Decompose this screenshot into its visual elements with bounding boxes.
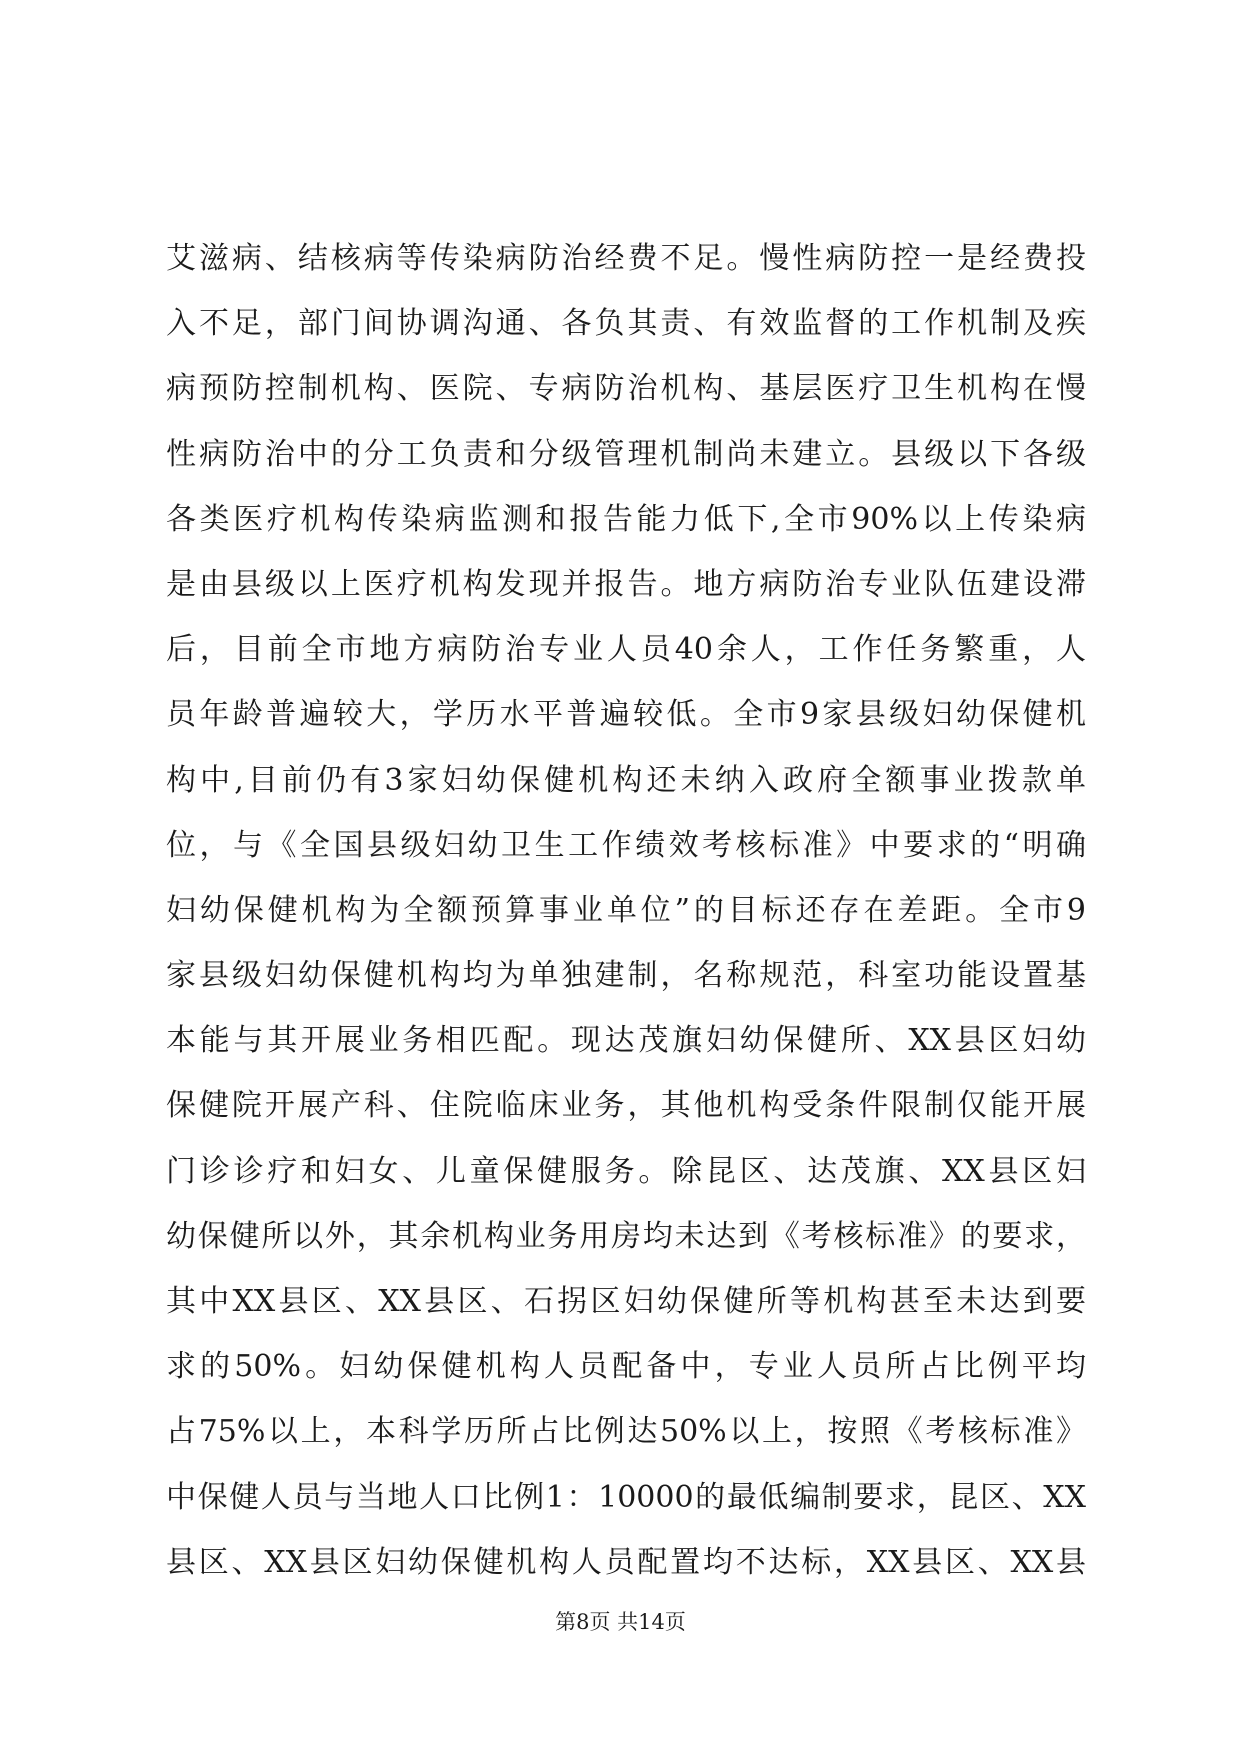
text-line: 是由县级以上医疗机构发现并报告。地方病防治专业队伍建设滞 xyxy=(166,566,1086,602)
text-line: 其中XX县区、XX县区、石拐区妇幼保健所等机构甚至未达到要 xyxy=(166,1284,1086,1319)
text-line: 妇幼保健机构为全额预算事业单位”的目标还存在差距。全市9 xyxy=(166,892,1086,928)
text-line: 占75%以上，本科学历所占比例达50%以上，按照《考核标准》 xyxy=(166,1414,1086,1450)
text-line: 保健院开展产科、住院临床业务，其他机构受条件限制仅能开展 xyxy=(166,1088,1086,1124)
page-number-footer: 第8页 共14页 xyxy=(555,1610,686,1634)
text-line: 县区、XX县区妇幼保健机构人员配置均不达标，XX县区、XX县 xyxy=(166,1544,1086,1580)
text-line: 家县级妇幼保健机构均为单独建制，名称规范，科室功能设置基 xyxy=(166,958,1086,994)
body-text xyxy=(166,226,1086,1595)
text-line: 各类医疗机构传染病监测和报告能力低下,全市90%以上传染病 xyxy=(166,501,1086,537)
text-line: 后，目前全市地方病防治专业人员40余人，工作任务繁重，人 xyxy=(166,632,1086,668)
text-line: 构中,目前仍有3家妇幼保健机构还未纳入政府全额事业拨款单 xyxy=(166,762,1086,798)
text-line: 求的50%。妇幼保健机构人员配备中，专业人员所占比例平均 xyxy=(166,1349,1086,1385)
text-line: 病预防控制机构、医院、专病防治机构、基层医疗卫生机构在慢 xyxy=(166,371,1086,407)
text-line: 性病防治中的分工负责和分级管理机制尚未建立。县级以下各级 xyxy=(166,436,1086,472)
text-line: 幼保健所以外，其余机构业务用房均未达到《考核标准》的要求， xyxy=(166,1218,1086,1254)
text-line: 中保健人员与当地人口比例1：10000的最低编制要求，昆区、XX xyxy=(166,1479,1086,1515)
text-line: 员年龄普遍较大，学历水平普遍较低。全市9家县级妇幼保健机 xyxy=(166,697,1086,733)
text-line: 门诊诊疗和妇女、儿童保健服务。除昆区、达茂旗、XX县区妇 xyxy=(166,1153,1086,1189)
text-line: 艾滋病、结核病等传染病防治经费不足。慢性病防控一是经费投 xyxy=(166,241,1086,276)
text-line: 本能与其开展业务相匹配。现达茂旗妇幼保健所、XX县区妇幼 xyxy=(166,1023,1086,1059)
text-line: 位，与《全国县级妇幼卫生工作绩效考核标准》中要求的“明确 xyxy=(166,827,1086,863)
text-line: 入不足，部门间协调沟通、各负其责、有效监督的工作机制及疾 xyxy=(166,306,1086,342)
